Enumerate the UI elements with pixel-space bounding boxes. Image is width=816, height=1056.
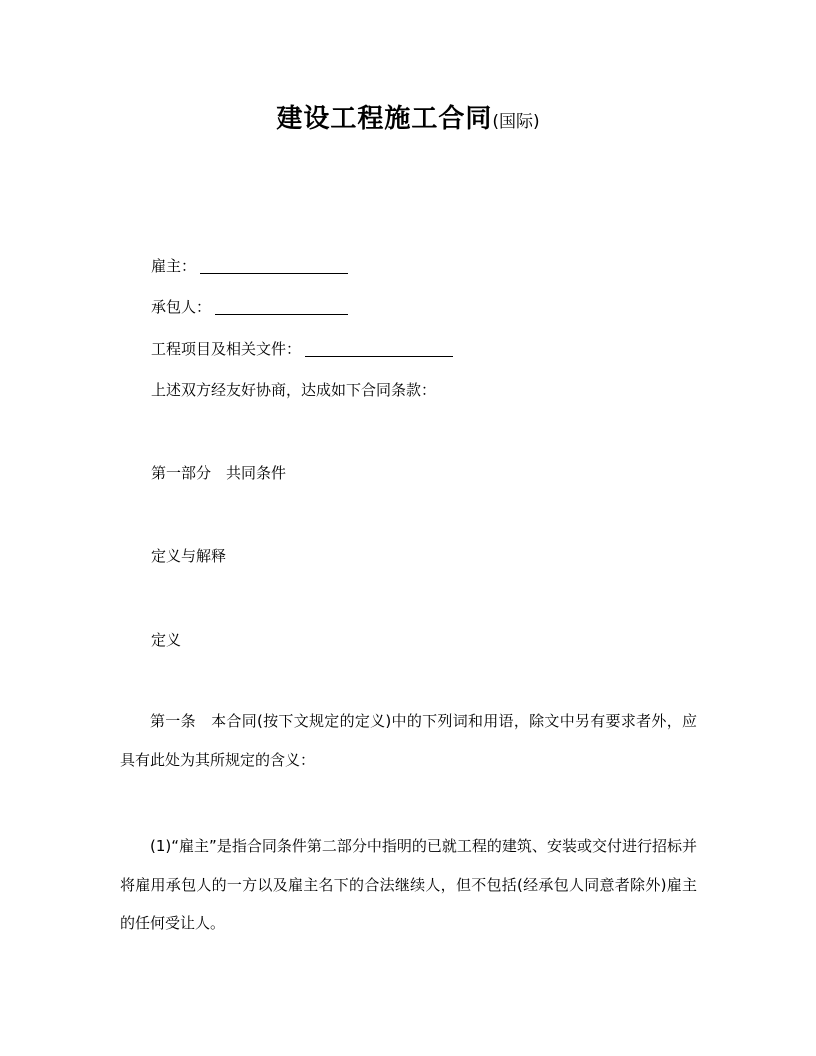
field-employer	[151, 256, 348, 276]
field-contractor-blank	[215, 298, 348, 315]
field-project-blank	[305, 340, 453, 357]
field-project	[151, 339, 453, 359]
clause-one-paragraph: (1)“雇主”是指合同条件第二部分中指明的已就工程的建筑、安装或交付进行招标并将雇用承包人的一方以及雇主名下的合法继续人，但不包括(经承包人同意者除外)雇主的任何受让人。	[120, 837, 697, 932]
intro-text: 上述双方经友好协商，达成如下合同条款：	[151, 381, 437, 399]
field-contractor	[151, 297, 348, 317]
field-employer-label: 雇主：	[151, 257, 197, 275]
title-main: 建设工程施工合同	[276, 104, 493, 134]
title-subtitle: (国际)	[492, 112, 540, 132]
field-project-label: 工程项目及相关文件：	[151, 340, 302, 358]
field-contractor-label: 承包人：	[151, 298, 212, 316]
field-employer-blank	[200, 257, 348, 274]
document-title	[0, 98, 816, 135]
article-one-paragraph: 第一条 本合同(按下文规定的定义)中的下列词和用语，除文中另有要求者外，应具有此处为其所规定的含义：	[120, 712, 697, 769]
heading-definitions-interpretation: 定义与解释	[151, 547, 227, 565]
heading-part-one: 第一部分 共同条件	[151, 464, 287, 482]
heading-definitions: 定义	[151, 631, 182, 649]
